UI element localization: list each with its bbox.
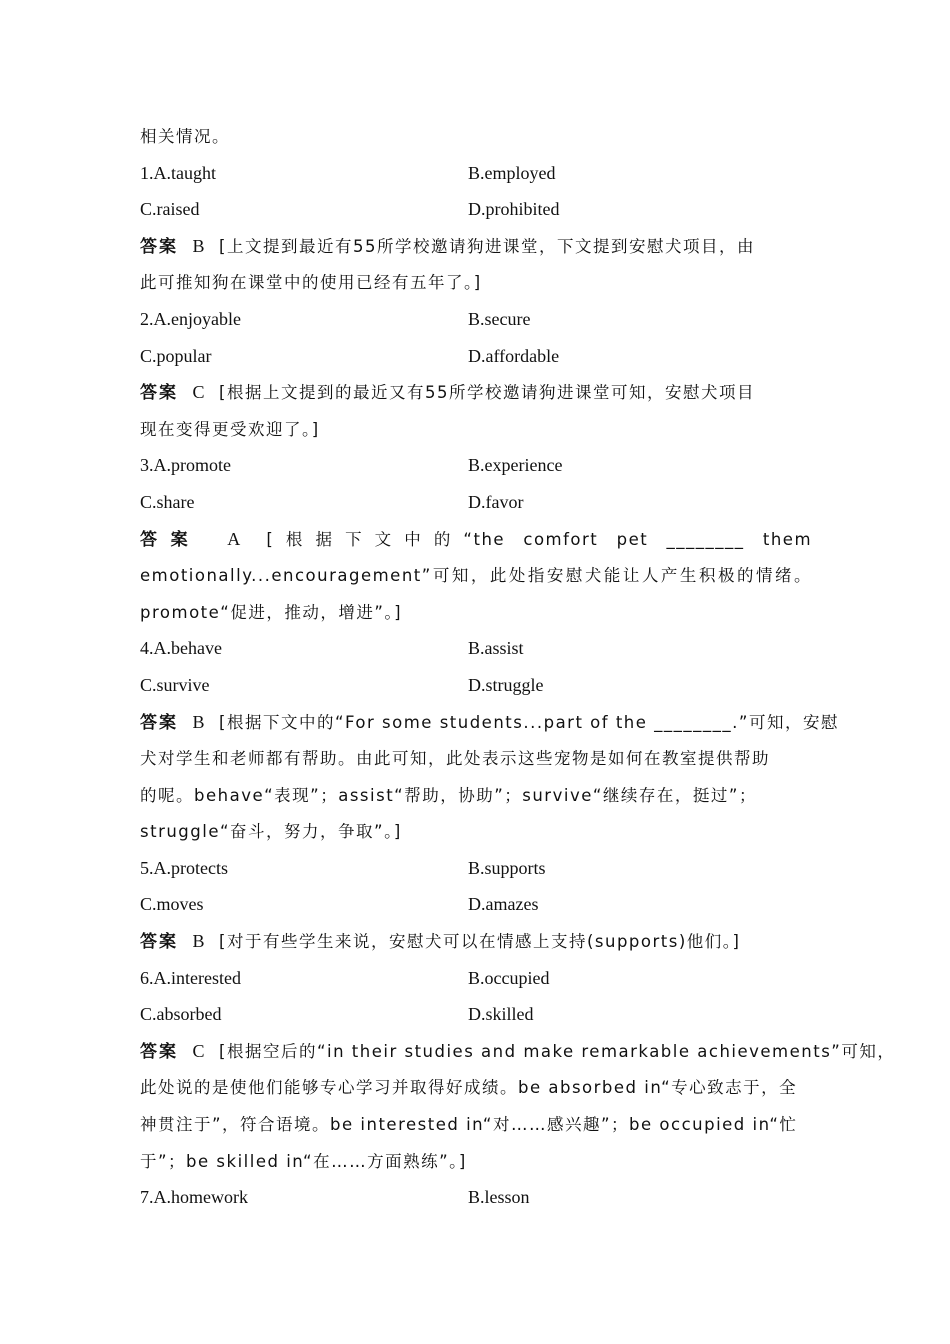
option-left: 3.A.promote [140,455,231,476]
answer-label: 答案 [140,383,178,404]
text-line [140,813,812,850]
line-text: struggle“奋斗，努力，争取”。] [140,822,402,842]
option-left: C.moves [140,894,204,915]
option-right: B.experience [468,455,563,476]
answer-line [140,704,839,741]
option-left: 1.A.taught [140,162,216,183]
option-right: D.favor [468,491,524,512]
answer-letter: C [192,382,205,403]
line-text: 神贯注于”，符合语境。be interested in“对……感兴趣”；be occupied in“忙 [140,1115,798,1135]
answer-label: 答案 [140,712,178,733]
option-row [140,155,812,192]
text-line [140,1069,812,1106]
option-left: C.absorbed [140,1004,222,1025]
answer-label: 答案 [140,1041,178,1062]
answer-line [140,1033,896,1070]
option-left: C.popular [140,345,212,366]
answer-letter: B [192,235,205,256]
option-right: D.affordable [468,345,560,366]
option-right: B.assist [468,638,524,659]
line-text: 此可推知狗在课堂中的使用已经有五年了。] [140,273,482,293]
answer-explanation: [上文提到最近有55所学校邀请狗进课堂，下文提到安慰犬项目，由 [219,236,755,256]
answer-letter: A [227,528,241,549]
line-text: 于”；be skilled in“在……方面熟练”。] [140,1151,467,1171]
option-left: 4.A.behave [140,638,222,659]
answer-explanation: [根据下文中的“For some students...part of the ________.”可知，安慰 [219,712,839,732]
answer-explanation: [根据空后的“in their studies and make remarkable achievements”可知， [219,1041,896,1061]
line-text: emotionally...encouragement”可知，此处指安慰犬能让人产生积极的情绪。 [140,566,812,586]
answer-explanation: [对于有些学生来说，安慰犬可以在情感上支持(supports)他们。] [219,932,741,952]
answer-label: 答案 [140,529,202,550]
line-text: 此处说的是使他们能够专心学习并取得好成绩。be absorbed in“专心致志于，全 [140,1078,798,1098]
line-text: 的呢。behave“表现”；assist“帮助，协助”；survive“继续存在，挺过”； [140,785,757,805]
document-page [140,118,896,1216]
option-row [140,850,812,887]
option-row [140,960,812,997]
option-right: B.supports [468,857,546,878]
answer-explanation: [根据上文提到的最近又有55所学校邀请狗进课堂可知，安慰犬项目 [219,383,755,403]
answer-letter: C [192,1040,205,1061]
option-row [140,886,812,923]
option-left: 2.A.enjoyable [140,308,241,329]
text-line [140,118,812,155]
option-row [140,667,812,704]
option-row [140,338,812,375]
text-line [140,264,812,301]
option-row [140,1179,812,1216]
answer-letter: B [192,931,205,952]
option-left: C.survive [140,674,210,695]
text-line [140,411,812,448]
option-right: B.employed [468,162,556,183]
option-right: B.lesson [468,1187,530,1208]
option-right: D.amazes [468,894,539,915]
line-text: 现在变得更受欢迎了。] [140,419,320,439]
answer-label: 答案 [140,236,178,257]
answer-explanation: [根据下文中的“the comfort pet ________ them [266,529,813,549]
option-row [140,484,812,521]
text-line [140,557,812,594]
option-left: C.share [140,491,195,512]
text-line [140,594,812,631]
option-row [140,191,812,228]
option-left: 5.A.protects [140,857,228,878]
line-text: promote“促进，推动，增进”。] [140,602,403,622]
option-right: D.prohibited [468,199,560,220]
line-text: 犬对学生和老师都有帮助。由此可知，此处表示这些宠物是如何在教室提供帮助 [140,749,770,769]
option-right: B.secure [468,308,531,329]
option-right: D.struggle [468,674,544,695]
option-left: 6.A.interested [140,967,241,988]
option-row [140,301,812,338]
option-left: C.raised [140,199,200,220]
answer-line [140,521,812,558]
option-row [140,630,812,667]
option-left: 7.A.homework [140,1187,248,1208]
option-row [140,447,812,484]
text-line [140,777,812,814]
answer-line [140,374,812,411]
answer-line [140,923,812,960]
text-line [140,1143,812,1180]
answer-line [140,228,812,265]
line-text: 相关情况。 [140,127,230,146]
answer-letter: B [192,711,205,732]
answer-label: 答案 [140,932,178,953]
text-line [140,740,812,777]
option-right: D.skilled [468,1004,534,1025]
text-line [140,1106,812,1143]
option-right: B.occupied [468,967,550,988]
option-row [140,996,812,1033]
